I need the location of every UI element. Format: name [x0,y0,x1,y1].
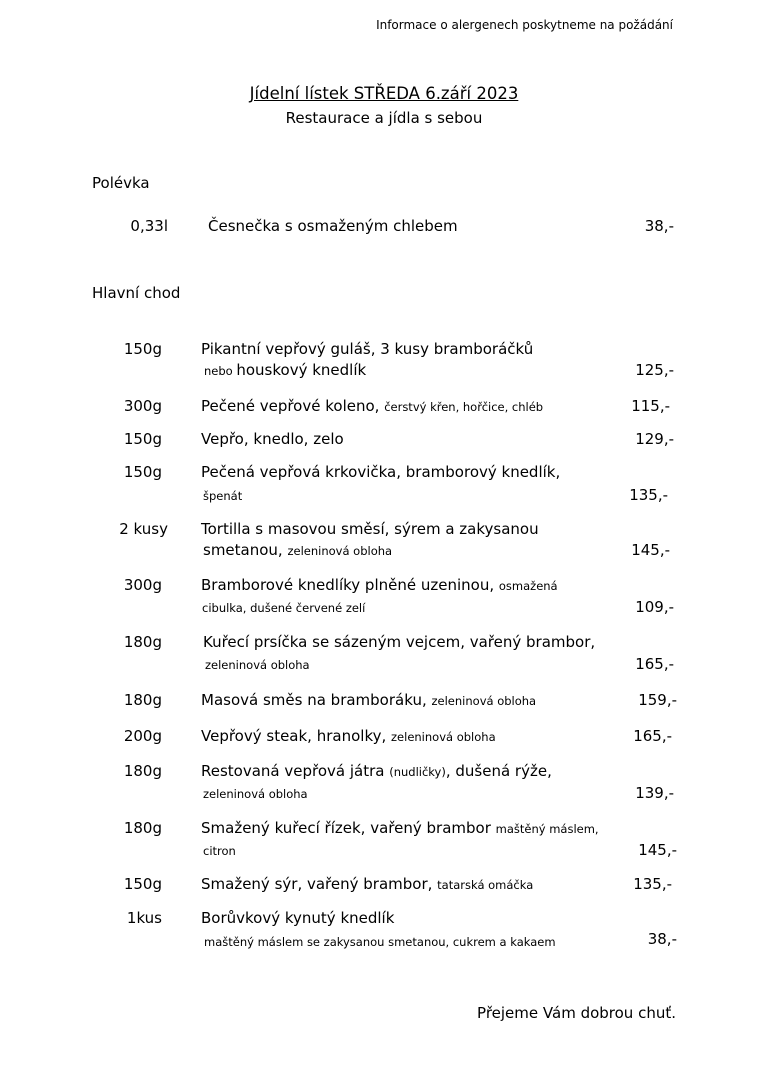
item-name: Borůvkový kynutý knedlík [201,909,395,927]
item-price: 165,- [633,727,672,745]
item-name-small: (nudličky) [389,765,446,779]
item-name-main: Vepřový steak, hranolky, [201,727,392,745]
item-name: Vepřo, knedlo, zelo [201,430,344,448]
item-detail-small: citron [203,844,236,858]
item-price: 135,- [633,875,672,893]
item-detail [203,784,308,802]
item-qty: 150g [123,875,162,893]
item-detail-small: zeleninová obloha [287,544,393,558]
item-qty: 300g [123,576,162,594]
item-detail-small: špenát [203,489,243,503]
section-heading-soup: Polévka [92,174,150,192]
item-name: Pečená vepřová krkovička, bramborový knedlík, [201,463,561,481]
item-name-small: zeleninová obloha [431,694,537,708]
item-price: 38,- [644,217,674,235]
item-detail [203,841,236,859]
item-qty: 2 kusy [119,520,168,538]
item-price: 129,- [635,430,674,448]
item-name-main: Pečené vepřové koleno, [201,397,385,415]
item-detail [203,541,392,559]
item-name-small: čerstvý křen, hořčice, chléb [384,400,544,414]
item-name [201,397,543,415]
item-detail-small: cibulka, dušené červené zelí [202,601,366,615]
item-name [201,762,552,780]
item-qty: 200g [123,727,162,745]
item-name: Česnečka s osmaženým chlebem [208,217,458,235]
item-name-small: tatarská omáčka [437,878,534,892]
item-name [201,576,558,594]
item-detail-small: zeleninová obloha [205,658,310,672]
closing-message: Přejeme Vám dobrou chuť. [477,1004,676,1022]
item-detail [202,598,365,616]
menu-subtitle: Restaurace a jídla s sebou [285,109,483,127]
item-qty: 300g [123,397,162,415]
item-name-main: Restovaná vepřová játra [201,762,390,780]
item-qty: 150g [123,463,162,481]
item-price: 165,- [635,655,674,673]
item-name-main-b: , dušená rýže, [445,762,552,780]
item-detail-small: maštěný máslem se zakysanou smetanou, cukrem a kakaem [204,935,556,949]
menu-title-text: Jídelní lístek STŘEDA 6.září 2023 [249,84,519,103]
item-price: 38,- [647,930,677,948]
item-price: 135,- [629,486,668,504]
item-name-main: Smažený kuřecí řízek, vařený brambor [201,819,496,837]
item-price: 139,- [635,784,674,802]
item-detail-small: nebo [204,364,237,378]
item-name-small: maštěný máslem, [495,822,599,836]
item-detail-main: houskový knedlík [236,361,367,379]
item-qty: 150g [123,340,162,358]
item-name [201,691,536,709]
item-qty: 1kus [126,909,162,927]
item-qty: 180g [123,819,162,837]
item-qty: 150g [123,430,162,448]
item-name [201,727,496,745]
menu-title [0,84,768,103]
item-name: Pikantní vepřový guláš, 3 kusy bramboráčků [201,340,534,358]
allergen-note: Informace o alergenech poskytneme na požádání [376,18,673,32]
item-price: 115,- [631,397,670,415]
item-qty: 180g [123,691,162,709]
item-qty: 180g [123,633,162,651]
item-name [201,875,533,893]
item-name: Tortilla s masovou směsí, sýrem a zakysanou [201,520,539,538]
item-qty: 0,33l [130,217,168,235]
item-name [201,819,599,837]
item-name-main: Bramborové knedlíky plněné uzeninou, [201,576,499,594]
item-detail [204,932,556,950]
item-detail [204,361,366,379]
item-qty: 180g [123,762,162,780]
item-price: 159,- [638,691,677,709]
item-name: Kuřecí prsíčka se sázeným vejcem, vařený brambor, [203,633,596,651]
item-detail [205,655,310,673]
item-name-small: zeleninová obloha [391,730,496,744]
item-name-main: Smažený sýr, vařený brambor, [201,875,438,893]
item-detail-main: smetanou, [203,541,288,559]
item-price: 145,- [638,841,677,859]
item-price: 145,- [631,541,670,559]
item-price: 125,- [635,361,674,379]
item-detail-small: zeleninová obloha [203,787,308,801]
item-detail [203,486,242,504]
section-heading-main: Hlavní chod [92,284,181,302]
item-name-small: osmažená [498,579,558,593]
item-name-main: Masová směs na bramboráku, [201,691,432,709]
item-price: 109,- [635,598,674,616]
